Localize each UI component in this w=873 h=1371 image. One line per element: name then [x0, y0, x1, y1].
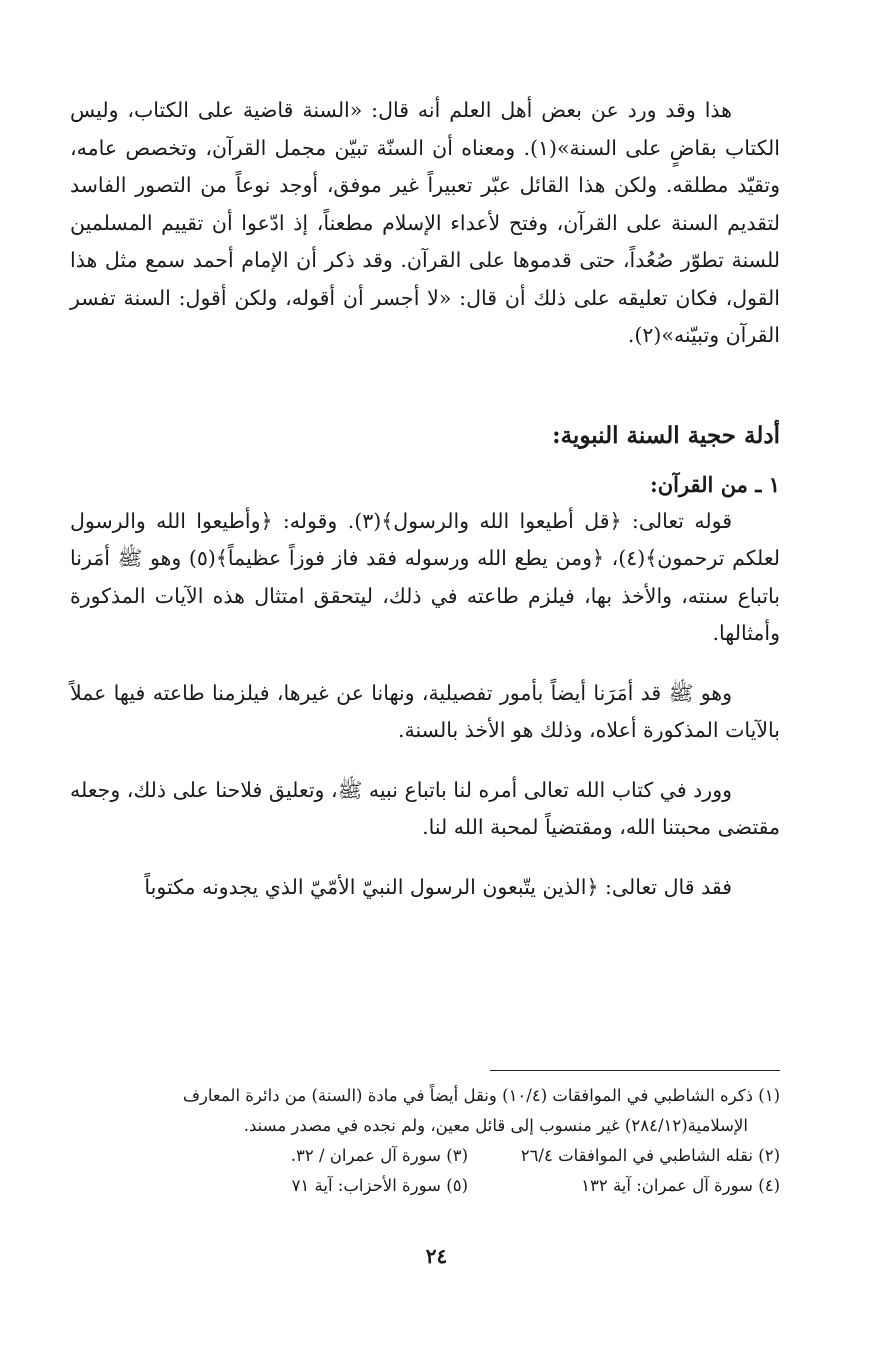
section-heading: أدلة حجية السنة النبوية:	[552, 421, 780, 449]
footnotes	[70, 1070, 780, 1201]
paragraph-quran-quote: فقد قال تعالى: ﴿الذين يتّبعون الرسول النبيّ الأمّيّ الذي يجدونه مكتوباً	[144, 874, 732, 899]
paragraph-following-prophet: وورد في كتاب الله تعالى أمره لنا باتباع نبيه ﷺ، وتعليق فلاحنا على ذلك، وجعله مقتضى محبتنا الله، ومقتضياً لمحبة الله لنا.	[70, 777, 780, 839]
footnote-separator	[490, 1070, 780, 1071]
footnote-1-line-2: الإسلامية(٢٨٤/١٢) غير منسوب إلى قائل معين، ولم نجده في مصدر مسند.	[243, 1116, 748, 1135]
page-number: ٢٤	[425, 1244, 448, 1268]
footnote-2: (٢) نقله الشاطبي في الموافقات ٢٦/٤	[520, 1146, 780, 1165]
paragraph-detailed-commands: وهو ﷺ قد أمَرَنا أيضاً بأمور تفصيلية، ونهانا عن غيرها، فيلزمنا طاعته فيها عملاً بالآيات المذكورة أعلاه، وذلك هو الأخذ بالسنة.	[70, 680, 780, 742]
footnote-4: (٤) سورة آل عمران: آية ١٣٢	[581, 1176, 780, 1195]
page-body	[70, 92, 780, 906]
footnote-3: (٣) سورة آل عمران / ٣٢.	[290, 1146, 468, 1165]
footnote-1-line-1: (١) ذكره الشاطبي في الموافقات (١٠/٤) ونقل أيضاً في مادة (السنة) من دائرة المعارف	[182, 1086, 780, 1105]
footnote-row-4-5	[70, 1171, 780, 1201]
subsection-heading: ١ ـ من القرآن:	[649, 471, 780, 497]
quran-evidence-paragraph: قوله تعالى: ﴿قل أطيعوا الله والرسول﴾(٣). وقوله: ﴿وأطيعوا الله والرسول لعلكم ترحمون﴾(٤)، ﴿ومن يطع الله ورسوله فقد فاز فوزاً عظيماً﴾(٥) وهو ﷺ أمَرنا باتباع سنته، والأخذ بها، فيلزم طاعته في ذلك، ليتحقق امتثال هذه الآيات المذكورة وأمثالها.	[70, 508, 780, 645]
footnote-row-2-3	[70, 1141, 780, 1171]
intro-paragraph: هذا وقد ورد عن بعض أهل العلم أنه قال: «السنة قاضية على الكتاب، وليس الكتاب بقاضٍ على السنة»(١). ومعناه أن السنّة تبيّن مجمل القرآن، وتخصص عامه، وتقيّد مطلقه. ولكن هذا القائل عبّر تعبيراً غير موفق، أوجد نوعاً من التصور الفاسد لتقديم السنة على القرآن، وفتح لأعداء الإسلام مطعناً، إذ ادّعوا أن تقييم المسلمين للسنة تطوّر صُعُداً، حتى قدموها على القرآن. وقد ذكر أن الإمام أحمد سمع مثل هذا القول، فكان تعليقه على ذلك أن قال: «لا أجسر أن أقوله، ولكن أقول: السنة تفسر القرآن وتبيّنه»(٢).	[70, 98, 780, 347]
footnote-5: (٥) سورة الأحزاب: آية ٧١	[291, 1176, 468, 1195]
